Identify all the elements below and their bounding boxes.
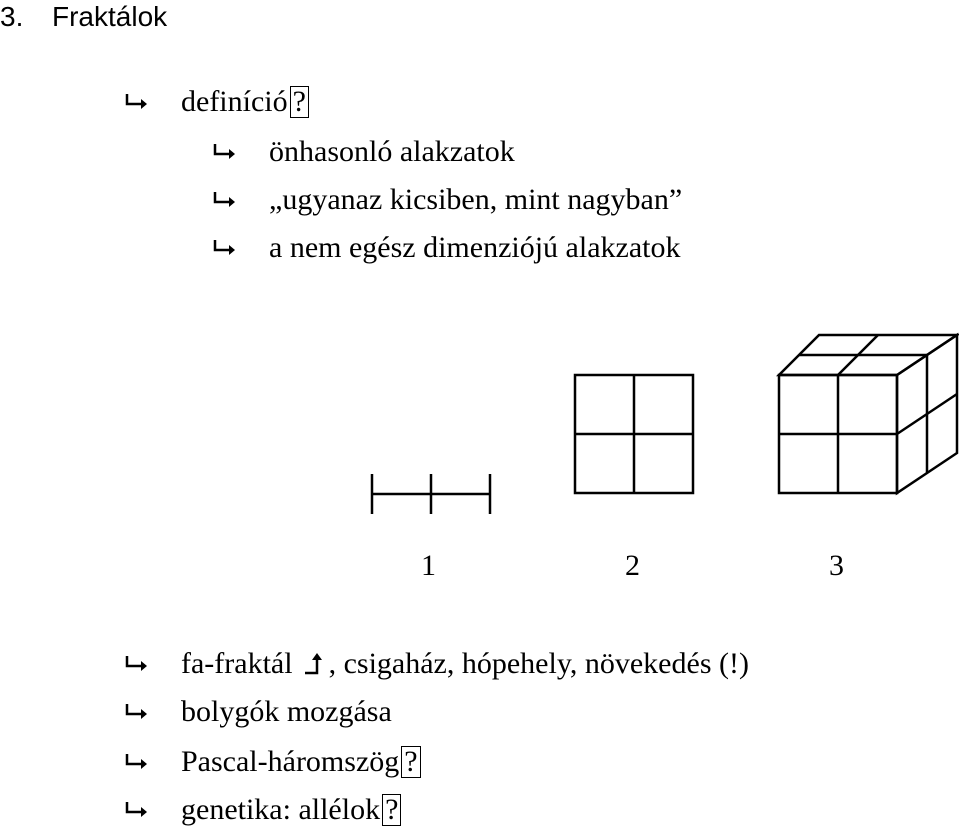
hook-right-arrow-icon — [125, 702, 151, 722]
example-text: bolygók mozgása — [181, 695, 392, 728]
example-text: , csigaház, hópehely, növekedés (!) — [328, 647, 749, 680]
example-text: fa-fraktál — [181, 647, 293, 680]
dimension-label: 2 — [625, 549, 640, 582]
question-mark-box[interactable]: ? — [382, 794, 401, 826]
example-text: Pascal-háromszög — [181, 745, 400, 778]
list-item-examples — [125, 646, 749, 682]
hook-right-arrow-icon — [125, 800, 151, 820]
dimension-label: 3 — [829, 549, 844, 582]
section-title: Fraktálok — [52, 1, 168, 32]
question-mark-box[interactable]: ? — [401, 746, 420, 778]
definition-item: a nem egész dimenziójú alakzatok — [269, 231, 681, 264]
segment-figure — [372, 474, 490, 514]
up-arrow-icon[interactable] — [303, 651, 325, 677]
cube-figure — [779, 335, 957, 493]
definition-item: önhasonló alakzatok — [269, 135, 515, 168]
list-item — [125, 792, 401, 828]
definition-item: „ugyanaz kicsiben, mint nagyban” — [269, 183, 683, 216]
hook-right-arrow-icon — [125, 654, 151, 674]
hook-right-arrow-icon — [125, 752, 151, 772]
list-item — [125, 694, 392, 730]
definition-label: definíció — [181, 85, 288, 118]
dimension-label: 1 — [421, 549, 436, 582]
square-figure — [575, 375, 693, 493]
question-mark-box[interactable]: ? — [290, 86, 309, 118]
example-text: genetika: allélok — [181, 793, 381, 826]
list-item — [125, 744, 421, 780]
section-number: 3. — [0, 1, 24, 32]
